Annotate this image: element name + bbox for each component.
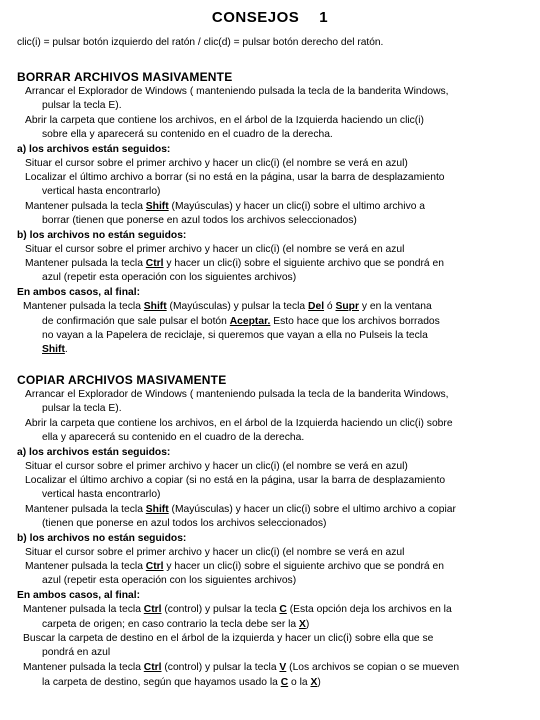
key-c: C — [280, 677, 289, 688]
text-line: Situar el cursor sobre el primer archivo y hacer un clic(i) (el nombre se verá en azul — [25, 547, 405, 558]
text-line: pulsar la tecla E). — [42, 403, 122, 414]
text-line: no vayan a la Papelera de reciclaje, si queremos que vayan a ella no Pulseis la tecla — [42, 330, 428, 341]
key-x: X — [310, 677, 318, 688]
key-supr: Supr — [335, 301, 359, 312]
text-line — [23, 603, 452, 617]
text-line: Arrancar el Explorador de Windows ( manteniendo pulsada la tecla de la banderita Windows, — [25, 86, 449, 97]
text-fragment: Esto hace que los archivos borrados — [270, 316, 440, 327]
text-line: Situar el cursor sobre el primer archivo y hacer un clic(i) (el nombre se verá en azul) — [25, 461, 408, 472]
text-fragment: carpeta de origen; en caso contrario la tecla debe ser la — [42, 619, 300, 630]
text-line: Arrancar el Explorador de Windows ( manteniendo pulsada la tecla de la banderita Windows, — [25, 389, 449, 400]
click-legend: clic(i) = pulsar botón izquierdo del ratón / clic(d) = pulsar botón derecho del ratón. — [17, 37, 384, 48]
text-line: vertical hasta encontrarlo) — [42, 489, 161, 500]
key-del: Del — [308, 301, 325, 312]
text-line — [42, 315, 440, 329]
subheading: En ambos casos, al final: — [17, 590, 141, 601]
text-line — [23, 300, 432, 314]
text-line: sobre ella y aparecerá su contenido en el cuadro de la derecha. — [42, 129, 333, 140]
key-ctrl: Ctrl — [145, 561, 164, 572]
key-shift: Shift — [145, 201, 169, 212]
key-c: C — [279, 604, 287, 615]
text-line: Abrir la carpeta que contiene los archivos, en el árbol de la Izquierda haciendo un clic(i) sobre — [25, 418, 453, 429]
section-heading: BORRAR ARCHIVOS MASIVAMENTE — [17, 70, 233, 84]
page-title — [0, 9, 540, 26]
key-ctrl: Ctrl — [143, 662, 162, 673]
text-line: azul (repetir esta operación con los siguientes archivos) — [42, 575, 297, 586]
text-line: Localizar el último archivo a copiar (si no está en la página, usar la barra de desplazamiento — [25, 475, 446, 486]
section-heading: COPIAR ARCHIVOS MASIVAMENTE — [17, 373, 227, 387]
title-text: CONSEJOS — [211, 9, 300, 26]
text-fragment: (Mayúsculas) y hacer un clic(i) sobre el ultimo archivo a — [168, 201, 426, 212]
text-fragment: Mantener pulsada la tecla — [23, 604, 144, 615]
text-line — [25, 200, 425, 214]
text-fragment: Mantener pulsada la tecla — [25, 201, 146, 212]
text-fragment: ó — [324, 301, 336, 312]
text-line: azul (repetir esta operación con los siguientes archivos) — [42, 272, 297, 283]
text-fragment: la carpeta de destino, según que hayamos usado la — [42, 677, 281, 688]
text-fragment: y hacer un clic(i) sobre el siguiente archivo que se pondrá en — [163, 258, 444, 269]
text-fragment: Mantener pulsada la tecla — [23, 662, 144, 673]
text-fragment: Mantener pulsada la tecla — [25, 504, 146, 515]
text-fragment: ) — [317, 677, 321, 688]
subheading: a) los archivos están seguidos: — [17, 144, 171, 155]
text-fragment: (Mayúsculas) y pulsar la tecla — [166, 301, 309, 312]
text-fragment: Mantener pulsada la tecla — [25, 561, 146, 572]
text-fragment: (Mayúsculas) y hacer un clic(i) sobre el ultimo archivo a copiar — [168, 504, 456, 515]
text-line: ella y aparecerá su contenido en el cuadro de la derecha. — [42, 432, 305, 443]
text-fragment: Mantener pulsada la tecla — [25, 258, 146, 269]
text-line: Situar el cursor sobre el primer archivo y hacer un clic(i) (el nombre se verá en azul) — [25, 158, 408, 169]
key-aceptar: Aceptar. — [229, 316, 271, 327]
key-shift: Shift — [145, 504, 169, 515]
key-v: V — [279, 662, 287, 673]
text-line — [42, 618, 309, 632]
key-ctrl: Ctrl — [145, 258, 164, 269]
text-line: pondrá en azul — [42, 647, 111, 658]
text-fragment: de confirmación que sale pulsar el botón — [42, 316, 230, 327]
text-fragment: o la — [288, 677, 311, 688]
key-shift: Shift — [42, 344, 65, 355]
text-fragment: y hacer un clic(i) sobre el siguiente archivo que se pondrá en — [163, 561, 444, 572]
text-line — [25, 560, 444, 574]
text-line: Situar el cursor sobre el primer archivo y hacer un clic(i) (el nombre se verá en azul — [25, 244, 405, 255]
title-number: 1 — [319, 9, 329, 26]
key-shift: Shift — [143, 301, 167, 312]
text-fragment: ) — [305, 619, 310, 630]
text-fragment: . — [64, 344, 68, 355]
text-line: (tienen que ponerse en azul todos los archivos seleccionados) — [42, 518, 327, 529]
text-line — [25, 257, 444, 271]
text-line: Abrir la carpeta que contiene los archivos, en el árbol de la Izquierda haciendo un clic(i) — [25, 115, 424, 126]
text-line: Localizar el último archivo a borrar (si no está en la página, usar la barra de desplazamiento — [25, 172, 445, 183]
text-line — [42, 343, 68, 357]
subheading: b) los archivos no están seguidos: — [17, 230, 187, 241]
text-fragment: (control) y pulsar la tecla — [161, 604, 280, 615]
text-fragment: Mantener pulsada la tecla — [23, 301, 144, 312]
text-line: borrar (tienen que ponerse en azul todos los archivos seleccionados) — [42, 215, 357, 226]
text-line: pulsar la tecla E). — [42, 100, 122, 111]
subheading: En ambos casos, al final: — [17, 287, 141, 298]
text-line — [25, 503, 456, 517]
text-fragment: (Los archivos se copian o se mueven — [286, 662, 460, 673]
text-fragment: (control) y pulsar la tecla — [161, 662, 280, 673]
subheading: b) los archivos no están seguidos: — [17, 533, 187, 544]
text-line: Buscar la carpeta de destino en el árbol de la izquierda y hacer un clic(i) sobre ella que se — [23, 633, 434, 644]
text-fragment: (Esta opción deja los archivos en la — [286, 604, 452, 615]
key-ctrl: Ctrl — [143, 604, 162, 615]
text-fragment: y en la ventana — [358, 301, 432, 312]
subheading: a) los archivos están seguidos: — [17, 447, 171, 458]
text-line — [23, 661, 459, 675]
text-line: vertical hasta encontrarlo) — [42, 186, 161, 197]
key-x: X — [299, 619, 306, 630]
text-line — [42, 676, 321, 690]
